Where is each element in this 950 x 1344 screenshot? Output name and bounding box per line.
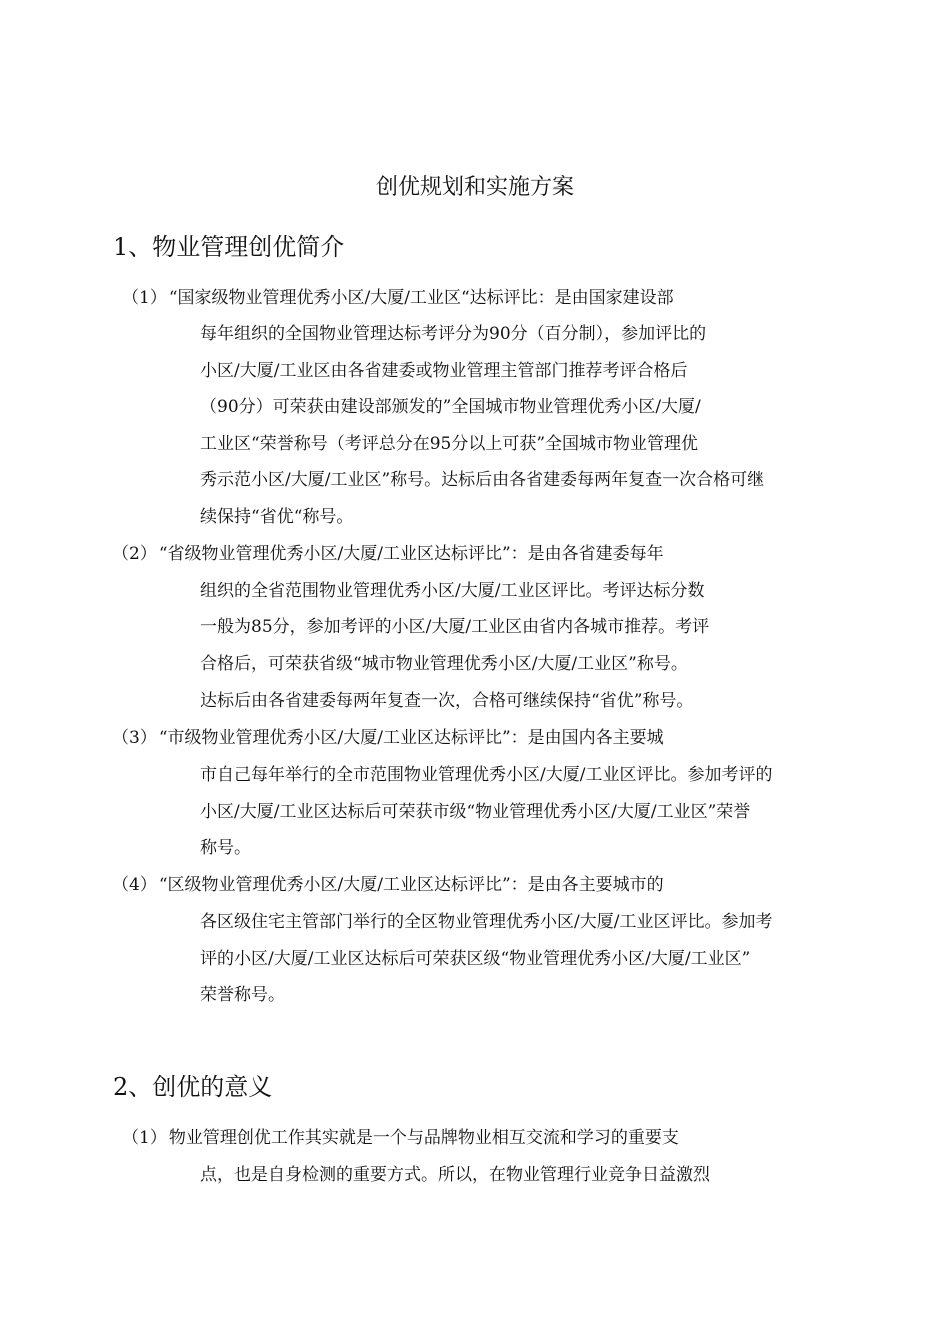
- paragraph-line: 评的小区/大厦/工业区达标后可荣获区级“物业管理优秀小区/大厦/工业区”: [200, 949, 751, 969]
- item-first-line: [112, 872, 664, 898]
- section-heading-2: 2、创优的意义: [113, 1073, 273, 1101]
- item-number: （1）: [122, 1128, 167, 1148]
- paragraph-line: 续保持“省优“称号。: [200, 507, 354, 527]
- item-number: （3）: [112, 728, 157, 748]
- section-heading-1: 1、物业管理创优简介: [113, 233, 345, 261]
- document-title: 创优规划和实施方案: [375, 175, 574, 200]
- item-first-line: [122, 285, 674, 311]
- paragraph-line: “省级物业管理优秀小区/大厦/工业区达标评比”：是由各省建委每年: [158, 544, 664, 564]
- paragraph-line: 工业区“荣誉称号（考评总分在95分以上可获”全国城市物业管理优: [200, 434, 699, 454]
- paragraph-line: 各区级住宅主管部门举行的全区物业管理优秀小区/大厦/工业区评比。参加考: [200, 912, 773, 932]
- item-number: （1）: [122, 288, 167, 308]
- item-number: （4）: [112, 875, 157, 895]
- paragraph-line: 市自己每年举行的全市范围物业管理优秀小区/大厦/工业区评比。参加考评的: [200, 765, 773, 785]
- item-number: （2）: [112, 544, 157, 564]
- paragraph-line: 达标后由各省建委每两年复查一次，合格可继续保持“省优”称号。: [200, 691, 694, 711]
- item-first-line: [122, 1125, 679, 1151]
- paragraph-line: 小区/大厦/工业区达标后可荣获市级“物业管理优秀小区/大厦/工业区”荣誉: [200, 802, 751, 822]
- paragraph-line: 点，也是自身检测的重要方式。所以，在物业管理行业竞争日益激烈: [200, 1165, 710, 1185]
- paragraph-line: “区级物业管理优秀小区/大厦/工业区达标评比”：是由各主要城市的: [158, 875, 664, 895]
- paragraph-line: 每年组织的全国物业管理达标考评分为90分（百分制），参加评比的: [200, 324, 707, 344]
- paragraph-line: 小区/大厦/工业区由各省建委或物业管理主管部门推荐考评合格后: [200, 361, 688, 381]
- paragraph-line: 秀示范小区/大厦/工业区”称号。达标后由各省建委每两年复查一次合格可继: [200, 470, 765, 490]
- paragraph-line: 物业管理创优工作其实就是一个与品牌物业相互交流和学习的重要支: [168, 1128, 679, 1148]
- item-first-line: [112, 725, 664, 751]
- paragraph-line: “市级物业管理优秀小区/大厦/工业区达标评比”：是由国内各主要城: [158, 728, 664, 748]
- item-first-line: [112, 541, 664, 567]
- paragraph-line: （90分）可荣获由建设部颁发的”全国城市物业管理优秀小区/大厦/: [200, 397, 701, 417]
- paragraph-line: 一般为85分，参加考评的小区/大厦/工业区由省内各城市推荐。考评: [200, 617, 710, 637]
- paragraph-line: 称号。: [200, 838, 251, 858]
- paragraph-line: “国家级物业管理优秀小区/大厦/工业区“达标评比：是由国家建设部: [168, 288, 674, 308]
- paragraph-line: 组织的全省范围物业管理优秀小区/大厦/工业区评比。考评达标分数: [200, 581, 705, 601]
- paragraph-line: 荣誉称号。: [200, 985, 285, 1005]
- paragraph-line: 合格后，可荣获省级“城市物业管理优秀小区/大厦/工业区”称号。: [200, 654, 688, 674]
